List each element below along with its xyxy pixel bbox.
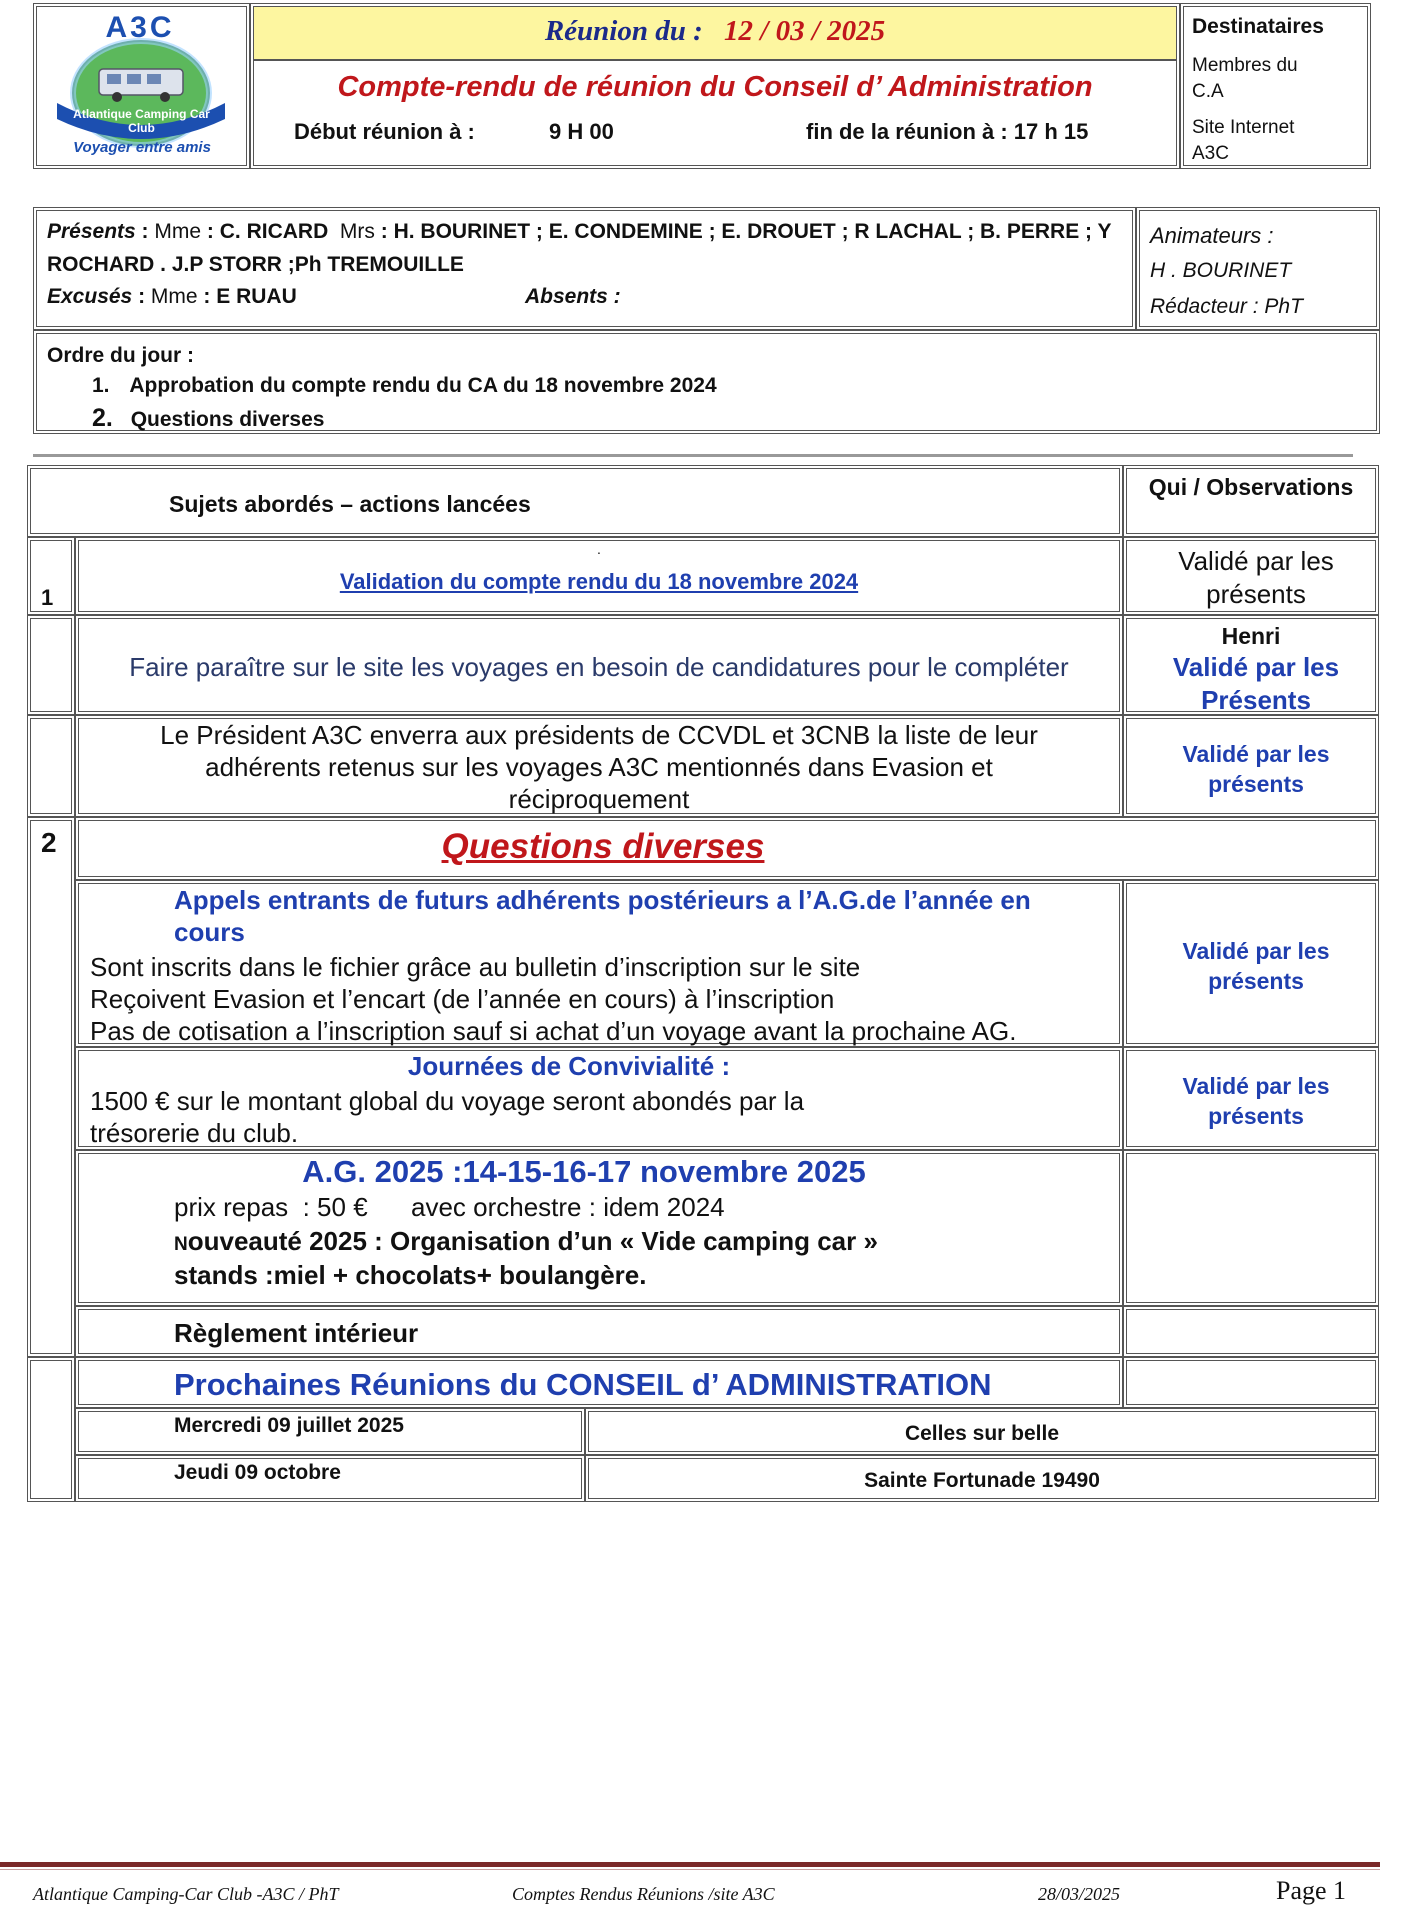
row2-text: Faire paraître sur le site les voyages en besoin de candidatures pour le compléter xyxy=(129,652,1069,682)
subjects-header-cell xyxy=(27,465,1123,537)
row6-stands: stands :miel + chocolats+ boulangère. xyxy=(174,1260,647,1290)
excused-names: E RUAU xyxy=(216,285,297,308)
row5-title: Journées de Convivialité : xyxy=(407,1051,731,1081)
row7-obs-cell xyxy=(1123,1306,1379,1357)
recipient-item: Membres du C.A xyxy=(1192,55,1298,102)
row4-title: Appels entrants de futurs adhérents postérieurs a l’A.G.de l’année en cours xyxy=(174,885,1031,947)
row4-cell xyxy=(75,880,1123,1047)
row3-obs: Validé par les présents xyxy=(1182,741,1330,797)
agenda-cell xyxy=(33,330,1380,434)
present-women: C. RICARD xyxy=(219,220,329,243)
footer-left: Atlantique Camping-Car Club -A3C / PhT xyxy=(33,1884,339,1904)
row6-obs-cell xyxy=(1123,1150,1379,1306)
row6-title: A.G. 2025 :14-15-16-17 novembre 2025 xyxy=(302,1154,866,1189)
next-meeting-place: Celles sur belle xyxy=(904,1422,1060,1445)
document-title: Compte-rendu de réunion du Conseil d’ Administration xyxy=(337,71,1093,103)
present-men: H. BOURINET ; E. CONDEMINE ; E. DROUET ; R LACHAL ; B. PERRE ; Y ROCHARD . J.P STORR ;Ph TREMOUILLE xyxy=(47,220,1112,276)
start-time: 9 H 00 xyxy=(549,119,614,144)
animators-cell xyxy=(1136,207,1380,330)
who-header-cell xyxy=(1123,465,1379,537)
meeting-date-bar xyxy=(254,7,1176,61)
title-cell xyxy=(250,3,1180,169)
next-meeting-place-cell xyxy=(585,1455,1379,1502)
section2-title-cell xyxy=(75,817,1379,880)
row6-new-first: N xyxy=(174,1234,188,1255)
footer-rule-thin xyxy=(0,1869,1380,1870)
row3-text: Le Président A3C enverra aux présidents de CCVDL et 3CNB la liste de leur adhérents retenus sur les voyages A3C mentionnés dans Evasion et réciproquement xyxy=(160,720,1038,814)
row6-new-rest: ouveauté 2025 : Organisation d’un « Vide camping car » xyxy=(187,1226,878,1256)
section2-title: Questions diverses xyxy=(441,827,765,866)
next-meeting-place: Sainte Fortunade 19490 xyxy=(864,1469,1100,1492)
row2-who: Henri xyxy=(1221,623,1281,649)
recipients-title: Destinataires xyxy=(1192,15,1324,38)
agenda-title: Ordre du jour : xyxy=(47,344,194,367)
agenda-item xyxy=(92,374,717,398)
section-number: 1 xyxy=(41,585,54,610)
mme-label: Mme xyxy=(154,220,202,243)
row7-text: Règlement intérieur xyxy=(174,1318,419,1348)
agenda-item-num: 1. xyxy=(92,374,110,397)
excused-label: Excusés xyxy=(47,285,133,308)
present-sep: : xyxy=(135,220,155,243)
row4-line: Pas de cotisation a l’inscription sauf si achat d’un voyage avant la prochaine AG. xyxy=(90,1016,1017,1046)
row1-title: Validation du compte rendu du 18 novembre 2024 xyxy=(339,569,859,594)
agenda-item xyxy=(92,404,324,433)
footer-rule xyxy=(0,1862,1380,1867)
present-label: Présents xyxy=(47,220,136,243)
next-title-obs-cell xyxy=(1123,1357,1379,1408)
footer-date: 28/03/2025 xyxy=(1038,1884,1121,1904)
row1-obs-cell xyxy=(1123,537,1379,615)
row4-obs: Validé par les présents xyxy=(1182,938,1330,994)
row5-obs: Validé par les présents xyxy=(1182,1073,1330,1129)
row4-line: Sont inscrits dans le fichier grâce au bulletin d’inscription sur le site xyxy=(90,952,861,982)
writer-name: Rédacteur : PhT xyxy=(1150,295,1303,318)
row2-obs: Validé par les Présents xyxy=(1172,652,1340,715)
row4-line: Reçoivent Evasion et l’encart (de l’année en cours) à l’inscription xyxy=(90,984,835,1014)
row4-obs-cell xyxy=(1123,880,1379,1047)
next-meeting-place-cell xyxy=(585,1408,1379,1455)
excused-mme: Mme xyxy=(150,285,198,308)
row5-obs-cell xyxy=(1123,1047,1379,1150)
row1-dot: . xyxy=(597,541,601,557)
next-meeting-date-cell xyxy=(75,1455,585,1502)
section-number-cell xyxy=(27,537,75,615)
subjects-header: Sujets abordés – actions lancées xyxy=(169,491,531,517)
agenda-item-text: Questions diverses xyxy=(130,408,325,431)
row6-meal: prix repas : 50 € avec orchestre : idem 2024 xyxy=(174,1192,725,1222)
row3-cell xyxy=(75,715,1123,817)
logo-brand: A3C xyxy=(105,11,175,44)
separator-line xyxy=(33,454,1353,457)
next-meeting-date: Jeudi 09 octobre xyxy=(174,1461,341,1484)
row6-new xyxy=(174,1226,878,1257)
who-header: Qui / Observations xyxy=(1148,474,1354,500)
meeting-date: 12 / 03 / 2025 xyxy=(724,15,886,47)
recipient-item: Site Internet A3C xyxy=(1192,117,1295,164)
row1-cell xyxy=(75,537,1123,615)
row6-cell xyxy=(75,1150,1123,1306)
mrs-label: Mrs xyxy=(339,220,375,243)
start-label: Début réunion à : xyxy=(294,119,475,144)
row2-cell xyxy=(75,615,1123,715)
row7-cell xyxy=(75,1306,1123,1357)
attendance-excused: Excusés : Mme : E RUAU xyxy=(47,285,297,308)
row2-obs-cell xyxy=(1123,615,1379,715)
footer-page: Page 1 xyxy=(1276,1876,1347,1905)
next-meetings-title: Prochaines Réunions du CONSEIL d’ ADMINISTRATION xyxy=(174,1367,992,1402)
logo-tagline: Voyager entre amis xyxy=(73,139,211,156)
absent-label: Absents : xyxy=(525,285,621,308)
section2-number-cell xyxy=(27,817,75,1357)
footer-center: Comptes Rendus Réunions /site A3C xyxy=(512,1884,775,1904)
logo-cell xyxy=(33,3,250,169)
next-num-cell xyxy=(27,1357,75,1502)
row3-obs-cell xyxy=(1123,715,1379,817)
row3-num-cell xyxy=(27,715,75,817)
row5-cell xyxy=(75,1047,1123,1150)
logo-club-name: Atlantique Camping Car Club xyxy=(73,107,210,135)
meeting-label: Réunion du : xyxy=(544,15,703,47)
next-title-cell xyxy=(75,1357,1123,1408)
row1-obs: Validé par les présents xyxy=(1178,546,1334,609)
row2-num-cell xyxy=(27,615,75,715)
next-meeting-date: Mercredi 09 juillet 2025 xyxy=(174,1414,404,1437)
attendance-cell xyxy=(33,207,1136,330)
end-time: fin de la réunion à : 17 h 15 xyxy=(806,119,1089,144)
next-meeting-date-cell xyxy=(75,1408,585,1455)
agenda-item-text: Approbation du compte rendu du CA du 18 novembre 2024 xyxy=(129,374,717,397)
section-number: 2 xyxy=(41,827,57,858)
agenda-item-num: 2. xyxy=(92,404,113,432)
recipients-cell xyxy=(1180,3,1371,169)
attendance-present: Présents : Mme : C. RICARD Mrs : H. BOURINET ; E. CONDEMINE ; E. DROUET ; R LACHAL ; B. PERRE ; Y ROCHARD . J.P STORR ;Ph TREMOUILLE xyxy=(47,220,1112,276)
row5-text: 1500 € sur le montant global du voyage seront abondés par la trésorerie du club. xyxy=(90,1086,805,1148)
animator-name: H . BOURINET xyxy=(1150,259,1292,282)
animators-label: Animateurs : xyxy=(1150,223,1274,248)
